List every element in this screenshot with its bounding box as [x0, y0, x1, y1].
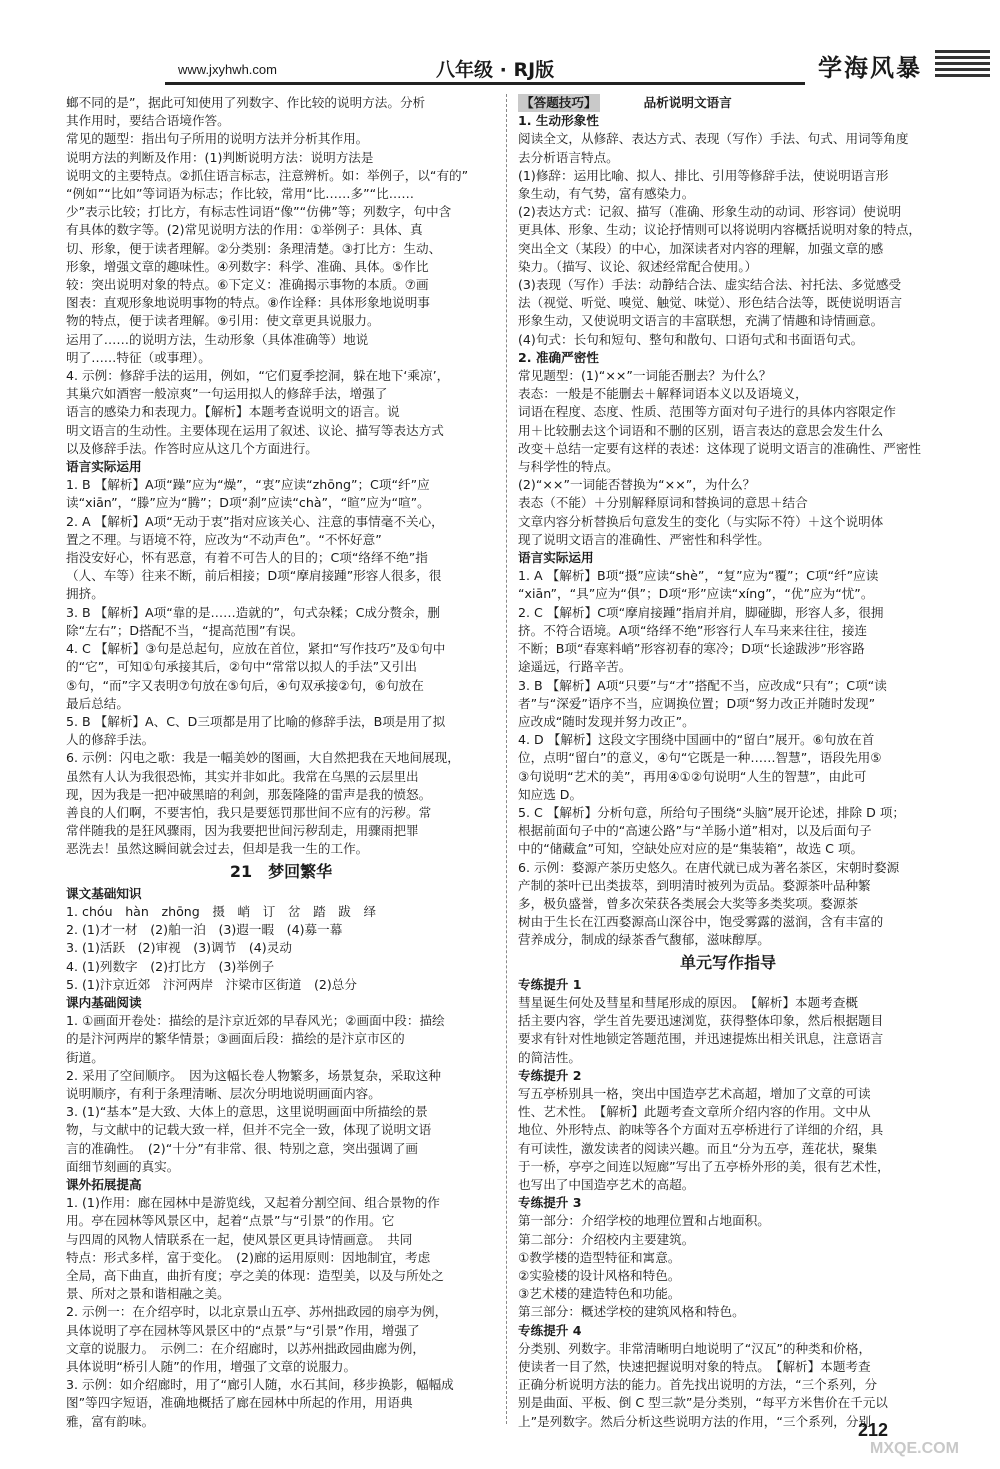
text-line: 的“它”，可知①句承接其后，②句中“常常以拟人的手法”又引出 [66, 659, 417, 675]
text-line: 1. chóu hàn zhōng 摄 峭 订 岔 踏 跋 绎 [66, 903, 377, 919]
site-url: www.jxyhwh.com [178, 62, 277, 77]
text-line: 2. 准确严密性 [518, 349, 599, 365]
text-line: 常见题型：(1)“××”一词能否删去？为什么？ [518, 368, 772, 384]
text-line: 知应选 D。 [518, 786, 583, 802]
text-line: 的简洁性。 [518, 1049, 581, 1065]
text-line: 2. C 【解析】C项“摩肩接踵”指肩并肩，脚碰脚，形容人多，很拥 [518, 604, 884, 620]
text-line: 语言实际运用 [66, 459, 142, 475]
text-line: 说明文的主要特点。②抓住语言标志，注意辨析。如：举例子，以“有的” [66, 167, 469, 183]
text-line: (3)表现（写作）手法：动静结合法、虚实结合法、衬托法、多觉感受 [518, 277, 902, 293]
text-line: 3. (1)活跃 (2)审视 (3)调节 (4)灵动 [66, 940, 292, 956]
text-line: 少”表示比较；打比方，有标志性词语“像”“仿佛”等；列数字，句中含 [66, 204, 452, 220]
text-line: ②实验楼的设计风格和特色。 [518, 1268, 681, 1283]
text-line: 6. 示例：婺源产茶历史悠久。在唐代就已成为著名茶区，宋朝时婺源 [518, 859, 900, 875]
text-line: 阅读全文，从修辞、表达方式、表现（写作）手法、句式、用词等角度 [518, 131, 909, 147]
text-line: 5. C 【解析】分析句意，所给句子围绕“头脑”展开论述，排除 D 项； [518, 804, 906, 820]
text-line: 性、艺术性。 【解析】此题考查文章所介绍内容的作用。文中从 [518, 1104, 871, 1120]
text-line: 4. D 【解析】这段文字围绕中国画中的“留白”展开。⑥句放在首 [518, 732, 875, 748]
text-line: 物的特点，便于读者理解。⑨引用：使文章更具说服力。 [66, 313, 380, 329]
text-line: 使读者一目了然，快速把握说明对象的特点。 【解析】本题考查 [518, 1359, 871, 1375]
text-line: 景、所对之景和谐相融之美。 [66, 1286, 230, 1302]
text-line: 要求有针对性地锁定答题范围，并迅速提炼出相关讯息，注意语言 [518, 1031, 884, 1047]
text-line: 其巢穴如酒窖一般凉爽”一句运用拟人的修辞手法，增强了 [66, 386, 388, 402]
grade-label: 八年级 · RJ版 [436, 59, 555, 81]
text-line: 雅，富有韵味。 [66, 1413, 155, 1429]
text-line: 途遥远，行路辛苦。 [518, 659, 632, 675]
text-line: 1. ①画面开卷处：描绘的是汴京近郊的早春风光；②画面中段：描绘 [66, 1013, 445, 1029]
text-line: 专练提升 1 [518, 976, 582, 992]
text-line: 产制的茶叶已出类拔萃，到明清时被列为贡品。婺源茶叶品种繁 [518, 877, 871, 893]
text-line: 常伴随我的是狂风骤雨，因为我要把世间污秽刮走，用骤雨把罪 [66, 823, 419, 839]
text-line: 彗星诞生何处及彗星和彗尾形成的原因。 【解析】本题考查概 [518, 994, 859, 1010]
text-line: （人、车等）往来不断，前后相接；D项“摩肩接踵”形容人很多，很 [66, 568, 442, 584]
text-line: 正确分析说明方法的能力。首先找出说明的方法，“三个系列，分 [518, 1377, 878, 1393]
text-line: “例如”“比如”等词语为标志；作比较，常用“比……多”“比…… [66, 186, 414, 202]
text-line: 现，因为我是一把冲破黑暗的利剑，那轰隆隆的雷声是我的愤怒。 [66, 786, 432, 802]
text-line: 词语在程度、态度、性质、范围等方面对句子进行的具体内容限定作 [518, 404, 896, 420]
text-line: 有可读性，激发读者的阅读兴趣。而且“分为五亭，莲花状，聚集 [518, 1140, 878, 1156]
text-line: 除“左右”；D搭配不当，“提高范围”有误。 [66, 622, 304, 638]
text-line: 置之不理。与语境不符，应改为“不动声色”。“不怀好意” [66, 531, 382, 547]
text-line: 具体说明了亭在园林等风景区中的“点景”与“引景”作用，增强了 [66, 1322, 420, 1338]
text-line: 全局，高下曲直，曲折有度；亭之美的体现：造型美，以及与所处之 [66, 1268, 444, 1283]
text-line: 形象生动，又使说明文语言的丰富联想，充满了情趣和诗情画意。 [518, 313, 884, 329]
text-line: 语言实际运用 [518, 550, 594, 566]
tip-label: 【答题技巧】 [518, 94, 600, 112]
text-line: 位，点明“留白”的意义，④句“它既是一种……智慧”，语段先用⑤ [518, 750, 882, 766]
right-column [518, 94, 938, 1431]
text-line: 3. 示例：如介绍廊时，用了“廊引人随，水石其间，移步换影，幅幅成 [66, 1377, 454, 1393]
text-line: 恶洗去！虽然这瞬间就会过去，但却是我一生的工作。 [66, 841, 369, 857]
text-line: 文章的说服力。 示例二：在介绍廊时，以苏州拙政园曲廊为例， [66, 1340, 425, 1356]
text-line: 2. A 【解析】A项“无动于衷”指对应该关心、注意的事情毫不关心， [66, 513, 444, 529]
text-line: 树由于生长在江西婺源高山深谷中，饱受雾露的滋润，含有丰富的 [518, 914, 884, 930]
text-line: 用＋比较删去这个词语和不删的区别，语言表达的意思会发生什么 [518, 422, 884, 438]
text-line: “xiān”，“具”应为“俱”；D项“形”应读“xíng”，“优”应为“忧”。 [518, 586, 874, 602]
text-line: 法（视觉、听觉、嗅觉、触觉、味觉）、形色结合法等，既使说明语言 [518, 295, 903, 311]
text-line: 说明顺序，有利于条理清晰、层次分明地说明画面内容。 [66, 1085, 381, 1101]
watermark: MXQE.COM [870, 1440, 959, 1457]
text-line: 象生动，有气势，富有感染力。 [518, 186, 695, 202]
text-line: 专练提升 4 [518, 1322, 582, 1338]
text-line: 说明方法的判断及作用：(1)判断说明方法：说明方法是 [66, 149, 374, 165]
text-line: 有具体的数字等。(2)常见说明方法的作用：①举例子：具体、真 [66, 222, 423, 238]
text-line: 较：突出说明对象的特点。⑥下定义：准确揭示事物的本质。⑦画 [66, 277, 429, 293]
text-line: (4)句式：长句和短句、整句和散句、口语句式和书面语句式。 [518, 331, 864, 347]
text-line: (2)“××”一词能否替换为“××”，为什么？ [518, 477, 756, 493]
text-line: 拥挤。 [66, 586, 104, 602]
text-line: 第三部分：概述学校的建筑风格和特色。 [518, 1304, 745, 1320]
header-stripes [935, 50, 990, 80]
text-line: ①教学楼的造型特征和寓意。 [518, 1249, 681, 1265]
text-line: 第二部分：介绍校内主要建筑。 [518, 1231, 695, 1247]
text-line: 分类别、列数字。非常清晰明白地说明了“汉瓦”的种类和价格， [518, 1340, 872, 1356]
text-line: 上”是列数字。然后分析这些说明方法的作用，“三个系列，分别 [518, 1413, 872, 1429]
text-line: 于一桥，亭亭之间连以短廊”写出了五亭桥外形的美，很有艺术性， [518, 1158, 890, 1174]
text-line: 2. 采用了空间顺序。 因为这幅长卷人物繁多，场景复杂，采取这种 [66, 1067, 441, 1083]
text-line: 课文基础知识 [66, 885, 142, 901]
text-line: 地位、外形特点、韵味等各个方面对五亭桥进行了详细的介绍，具 [518, 1122, 884, 1138]
text-line: (2)表达方式：记叙、描写（准确、形象生动的动词、形容词）使说明 [518, 204, 902, 220]
text-line: 也写出了中国造亭艺术的高超。 [518, 1176, 695, 1192]
text-line: 切、形象，便于读者理解。②分类别：条理清楚。③打比方：生动、 [66, 240, 442, 256]
tip-title: 品析说明文语言 [643, 95, 732, 110]
text-line: 特点：形式多样，富于变化。 (2)廊的运用原则：因地制宜，考虑 [66, 1249, 431, 1265]
text-line: 课内基础阅读 [66, 994, 142, 1010]
text-line: 中的“储藏盒”可知，空缺处应对应的是“集装箱”，故选 C 项。 [518, 841, 864, 857]
text-line: 人的修辞手法。 [66, 732, 155, 748]
text-line: 形象，增强文章的趣味性。④列数字：科学、准确、具体。⑤作比 [66, 258, 429, 274]
text-line: 1. A 【解析】B项“摄”应读“shè”，“复”应为“覆”；C项“纤”应读 [518, 568, 879, 584]
text-line: 文章内容分析替换后句意发生的变化（与实际不符）＋这个说明体 [518, 513, 884, 529]
text-line: 言的准确性。 (2)“十分”有非常、很、特别之意，突出强调了画 [66, 1140, 419, 1156]
text-line: 2. 示例一：在介绍亭时，以北京景山五亭、苏州拙政园的扇亭为例， [66, 1304, 448, 1320]
text-line: 其作用时，要结合语境作答。 [66, 113, 230, 129]
text-line: 不断；B项“春寒料峭”形容初春的寒冷；D项“长途跋涉”形容路 [518, 641, 865, 657]
text-line: 者”与“深爱”语序不当，应调换位置；D项“努力改正并随时发现” [518, 695, 876, 711]
text-line: 4. (1)列数字 (2)打比方 (3)举例子 [66, 958, 275, 974]
text-line: 第一部分：介绍学校的地理位置和占地面积。 [518, 1213, 770, 1229]
text-line: 1. 生动形象性 [518, 113, 599, 129]
text-line: 明了……特征（或事理）。 [66, 349, 211, 365]
text-line: 运用了……的说明方法，生动形象（具体准确等）地说 [66, 331, 369, 347]
text-line: 专练提升 3 [518, 1195, 582, 1211]
text-line: 图表：直观形象地说明事物的特点。⑧作诠释：具体形象地说明事 [66, 295, 430, 311]
text-line: 改变＋总结一定要有这样的表述：这体现了说明文语言的准确性、严密性 [518, 440, 921, 456]
page-number: 212 [858, 1420, 889, 1440]
text-line: 1. (1)作用：廊在园林中是游览线，又起着分割空间、组合景物的作 [66, 1195, 440, 1211]
text-line: 表态：一般是不能删去＋解释词语本义以及语境义， [518, 386, 808, 402]
tip-heading [518, 94, 938, 112]
text-line: 与四周的风物人情联系在一起，使风景区更具诗情画意。 共同 [66, 1231, 413, 1247]
text-line: ⑤句，“而”字又表明⑦句放在⑤句后，④句双承接②句，⑥句放在 [66, 677, 424, 693]
text-line: 营养成分，制成的绿茶香气馥郁，滋味醇厚。 [518, 932, 770, 948]
brand-logo: 学海风暴 [818, 53, 922, 82]
text-line: 3. (1)“基本”是大致、大体上的意思，这里说明画面中所描绘的景 [66, 1104, 428, 1120]
text-line: 1. B 【解析】A项“躁”应为“燥”，“衷”应读“zhōng”；C项“纤”应 [66, 477, 430, 493]
text-line: 6. 示例：闪电之歌：我是一幅美妙的图画，大自然把我在天地间展现， [66, 750, 460, 766]
column-divider [506, 94, 508, 1424]
text-line: 最后总结。 [66, 695, 129, 711]
text-line: ③句说明“艺术的美”，再用④①②句说明“人生的智慧”，由此可 [518, 768, 867, 784]
text-line: 与科学性的特点。 [518, 459, 619, 475]
page-header [0, 0, 1000, 100]
text-line: 具体说明“桥引人随”的作用，增强了文章的说服力。 [66, 1359, 357, 1375]
text-line: 去分析语言特点。 [518, 149, 619, 165]
text-line: 指没安好心，怀有恶意，有着不可告人的目的；C项“络绎不绝”指 [66, 550, 428, 566]
text-line: 的是汴河两岸的繁华情景；③画面后段：描绘的是汴京市区的 [66, 1031, 405, 1047]
text-line: 虽然有人认为我很恐怖，其实并非如此。我常在乌黑的云层里出 [66, 768, 419, 784]
text-line: 物，与文献中的记载大致一样，但并不完全一致，体现了说明文语 [66, 1122, 432, 1138]
section-21-title: 21 梦回繁华 [229, 861, 333, 881]
text-line: 语言的感染力和表现力。【解析】本题考查说明文的语言。说 [66, 404, 400, 420]
text-line: 以及修辞手法。作答时应从这几个方面进行。 [66, 440, 318, 456]
text-line: 读“xiān”，“滕”应为“腾”；D项“刹”应读“chà”，“暄”应为“喧”。 [66, 495, 430, 511]
text-line: 表态（不能）＋分别解释原词和替换词的意思＋结合 [518, 495, 808, 511]
text-line: 4. C 【解析】③句是总起句，应放在首位，紧扣“写作技巧”及①句中 [66, 641, 446, 657]
unit-writing-title: 单元写作指导 [679, 952, 776, 972]
text-line: 别是曲面、平板、倒 C 型三款”是分类别，“每平方米售价在千元以 [518, 1395, 888, 1411]
text-line: ③艺术楼的建造特色和功能。 [518, 1286, 681, 1302]
header-rule [165, 82, 805, 85]
text-line: 挤。不符合语境。A项“络绎不绝”形容行人车马来来往往，接连 [518, 622, 868, 638]
text-line: 4. 示例：修辞手法的运用，例如，“它们夏季挖洞，躲在地下‘乘凉’， [66, 368, 450, 384]
text-line: 现了说明文语言的准确性、严密性和科学性。 [518, 531, 770, 547]
text-line: 常见的题型：指出句子所用的说明方法并分析其作用。 [66, 131, 369, 147]
text-line: 3. B 【解析】A项“只要”与“才”搭配不当，应改成“只有”；C项“读 [518, 677, 887, 693]
text-line: 括主要内容，学生首先要迅速浏览，获得整体印象，然后根据题目 [518, 1013, 884, 1029]
text-line: 3. B 【解析】A项“靠的是……造就的”，句式杂糅；C成分赘余，删 [66, 604, 440, 620]
text-line: 更具体、形象、生动；议论抒情则可以将说明内容概括说明对象的特点， [518, 222, 921, 238]
text-line: 明文语言的生动性。主要体现在运用了叙述、议论、描写等表达方式 [66, 422, 444, 438]
text-line: 2. (1)才一材 (2)舶一泊 (3)遐一暇 (4)募一幕 [66, 922, 343, 938]
text-line: 突出全文（某段）的中心，加深读者对内容的理解，加强文章的感 [518, 240, 884, 256]
text-line: 染力。（描写、议论、叙述经常配合使用。） [518, 258, 758, 274]
text-line: 专练提升 2 [518, 1067, 582, 1083]
text-line: 多，极负盛誉，曾多次荣获各类展会大奖等多类奖项。婺源茶 [518, 895, 859, 911]
text-line: 5. (1)汴京近郊 汴河两岸 汴梁市区街道 (2)总分 [66, 976, 357, 992]
text-line: 街道。 [66, 1049, 104, 1065]
text-line: 应改成“随时发现并努力改正”。 [518, 713, 695, 729]
text-line: 图”等四字短语，准确地概括了廊在园林中所起的作用，用语典 [66, 1395, 413, 1411]
text-line: 螂不同的是”，据此可知使用了列数字、作比较的说明方法。分析 [66, 95, 426, 110]
text-line: 善良的人们啊，不要害怕，我只是要惩罚那世间不应有的污秽。常 [66, 804, 432, 820]
text-line: 根据前面句子中的“高速公路”与“羊肠小道”相对，以及后面句子 [518, 823, 872, 839]
left-column [66, 94, 496, 1431]
text-line: 写五亭桥别具一格，突出中国造亭艺术高超，增加了文章的可读 [518, 1085, 871, 1101]
text-line: 用。亭在园林等风景区中，起着“点景”与“引景”的作用。它 [66, 1213, 395, 1229]
text-line: 面细节刻画的真实。 [66, 1158, 180, 1174]
text-line: 5. B 【解析】A、C、D三项都是用了比喻的修辞手法，B项是用了拟 [66, 713, 446, 729]
text-line: 课外拓展提高 [66, 1176, 142, 1192]
text-line: (1)修辞：运用比喻、拟人、排比、引用等修辞手法，使说明语言形 [518, 167, 889, 183]
